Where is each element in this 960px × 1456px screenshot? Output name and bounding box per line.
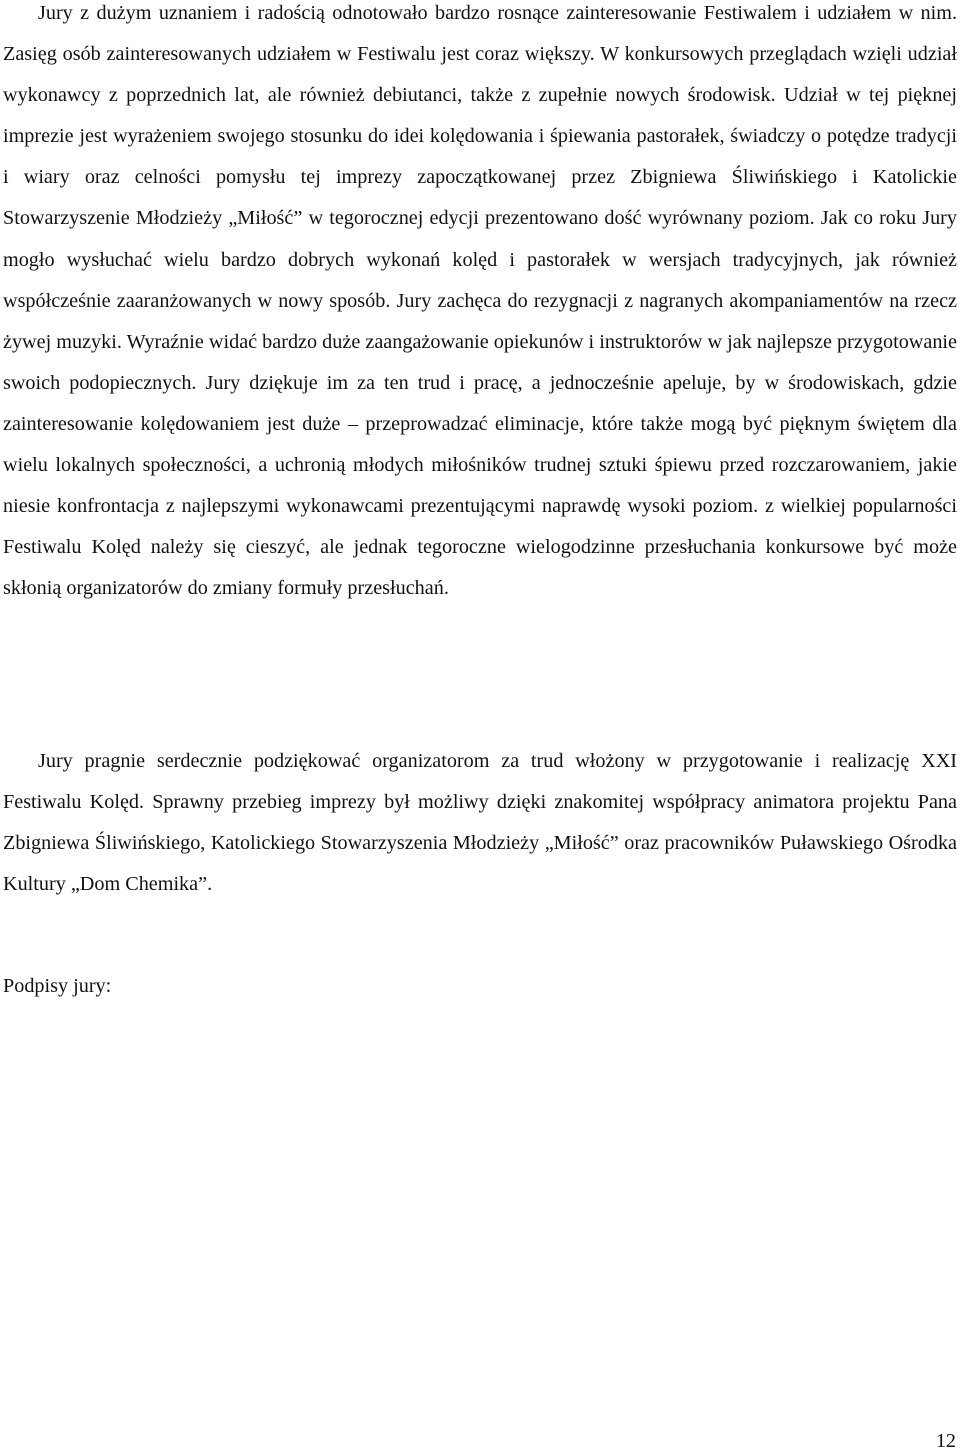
paragraph-acknowledgements: Jury pragnie serdecznie podziękować organizatorom za trud włożony w przygotowanie i realizację XXI Festiwalu Kolęd. Sprawny przebieg imprezy był możliwy dzięki znakomitej współpracy animatora projektu Pana Zbigniewa Śliwińskiego, Katolickiego Stowarzyszenia Młodzieży „Miłość” oraz pracowników Puławskiego Ośrodka Kultury „Dom Chemika”. bbox=[3, 750, 957, 896]
paragraph-jury-assessment: Jury z dużym uznaniem i radością odnotowało bardzo rosnące zainteresowanie Festiwalem i udziałem w nim. Zasięg osób zainteresowanych udziałem w Festiwalu jest coraz większy. W konkursowych przeglądach wzięli udział wykonawcy z poprzednich lat, ale również debiutanci, także z zupełnie nowych środowisk. Udział w tej pięknej imprezie jest wyrażeniem swojego stosunku do idei kolędowania i śpiewania pastorałek, świadczy o potędze tradycji i wiary oraz celności pomysłu tej imprezy zapoczątkowanej przez Zbigniewa Śliwińskiego i Katolickie Stowarzyszenie Młodzieży „Miłość” w tegorocznej edycji prezentowano dość wyrównany poziom. Jak co roku Jury mogło wysłuchać wielu bardzo dobrych wykonań kolęd i pastorałek w wersjach tradycyjnych, jak również współcześnie zaaranżowanych w nowy sposób. Jury zachęca do rezygnacji z nagranych akompaniamentów na rzecz żywej muzyki. Wyraźnie widać bardzo duże zaangażowanie opiekunów i instruktorów w jak najlepsze przygotowanie swoich podopiecznych. Jury dziękuje im za ten trud i pracę, a jednocześnie apeluje, by w środowiskach, gdzie zainteresowanie kolędowaniem jest duże – przeprowadzać eliminacje, które także mogą być pięknym świętem dla wielu lokalnych społeczności, a uchronią młodych miłośników trudnej sztuki śpiewu przed rozczarowaniem, jakie niesie konfrontacja z najlepszymi wykonawcami prezentującymi naprawdę wysoki poziom. z wielkiej popularności Festiwalu Kolęd należy się cieszyć, ale jednak tegoroczne wielogodzinne przesłuchania konkursowe być może skłonią organizatorów do zmiany formuły przesłuchań. bbox=[3, 2, 957, 600]
signatures-label: Podpisy jury: bbox=[3, 975, 112, 997]
page-number: 12 bbox=[935, 1430, 956, 1452]
